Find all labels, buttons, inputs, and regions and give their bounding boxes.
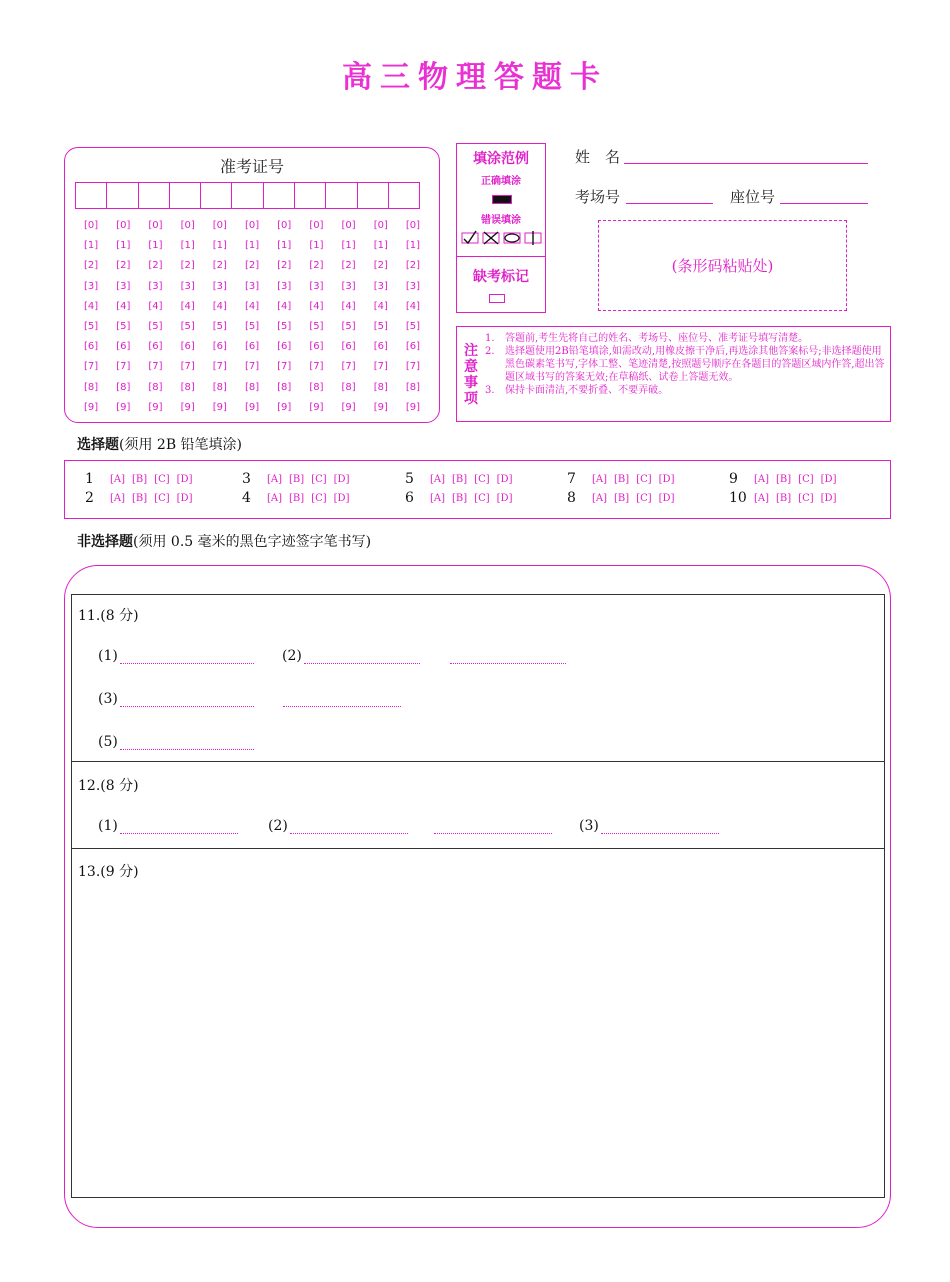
- choice-option-bubble[interactable]: [B]: [452, 473, 468, 485]
- choice-question: [85, 471, 192, 487]
- digit-bubble[interactable]: [7]: [244, 361, 260, 373]
- digit-bubble[interactable]: [8]: [148, 381, 163, 393]
- digit-bubble[interactable]: [3]: [116, 280, 131, 292]
- exam-room-field[interactable]: [626, 203, 713, 204]
- admission-digit-column: [172, 216, 204, 418]
- digit-bubble[interactable]: [0]: [405, 220, 421, 231]
- choice-option-bubble[interactable]: [D]: [176, 473, 193, 485]
- choice-option-bubble[interactable]: [A]: [754, 473, 770, 485]
- digit-bubble[interactable]: [5]: [180, 320, 195, 332]
- digit-bubble[interactable]: [8]: [116, 381, 131, 393]
- digit-bubble[interactable]: [0]: [341, 220, 356, 231]
- digit-bubble[interactable]: [1]: [405, 240, 421, 252]
- answer-area: [71, 594, 885, 1198]
- admission-digit-column: [75, 216, 107, 418]
- admission-number-bubbles: [75, 216, 429, 418]
- admission-digit-box[interactable]: [325, 182, 357, 209]
- digit-bubble[interactable]: [0]: [212, 220, 227, 231]
- digit-bubble[interactable]: [5]: [148, 320, 163, 332]
- q12-blank-1-label: (1): [98, 818, 118, 834]
- choice-option-bubble[interactable]: [B]: [132, 492, 148, 504]
- digit-bubble[interactable]: [9]: [148, 401, 163, 413]
- note-text: 答题前,考生先将自己的姓名、考场号、座位号、准考证号填写清楚。: [505, 333, 809, 344]
- admission-digit-box[interactable]: [75, 182, 107, 209]
- digit-bubble[interactable]: [3]: [212, 280, 227, 292]
- q12-blank-3-label: (3): [579, 818, 599, 834]
- q11-blank-1[interactable]: [98, 648, 254, 664]
- admission-digit-box[interactable]: [388, 182, 420, 209]
- choice-option-bubble[interactable]: [D]: [496, 473, 513, 485]
- digit-bubble[interactable]: [6]: [84, 341, 99, 353]
- digit-bubble[interactable]: [1]: [244, 240, 260, 252]
- admission-digit-box[interactable]: [263, 182, 295, 209]
- digit-bubble[interactable]: [4]: [373, 300, 388, 312]
- digit-bubble[interactable]: [7]: [84, 361, 99, 373]
- choice-option-bubble[interactable]: [D]: [820, 492, 837, 504]
- digit-bubble[interactable]: [2]: [180, 260, 195, 272]
- choice-option-bubble[interactable]: [A]: [110, 492, 126, 504]
- q13-answer-space[interactable]: [72, 885, 884, 1195]
- digit-bubble[interactable]: [5]: [277, 320, 292, 332]
- digit-bubble[interactable]: [0]: [244, 220, 260, 231]
- choice-option-bubble[interactable]: [D]: [333, 473, 350, 485]
- digit-bubble[interactable]: [8]: [405, 381, 421, 393]
- q11-blank-3-label: (3): [98, 691, 118, 707]
- choice-question-number: 4: [242, 490, 251, 506]
- admission-digit-box[interactable]: [231, 182, 263, 209]
- multiple-choice-box: [64, 460, 891, 519]
- note-text: 保持卡面清洁,不要折叠、不要弄破。: [505, 385, 669, 396]
- digit-bubble[interactable]: [9]: [341, 401, 356, 413]
- choice-option-bubble[interactable]: [B]: [776, 473, 792, 485]
- digit-bubble[interactable]: [3]: [309, 280, 324, 292]
- digit-bubble[interactable]: [2]: [116, 260, 131, 272]
- choice-question: [405, 471, 512, 487]
- digit-bubble[interactable]: [6]: [212, 341, 227, 353]
- digit-bubble[interactable]: [3]: [84, 280, 99, 292]
- digit-bubble[interactable]: [2]: [244, 260, 260, 272]
- choice-question-number: 5: [405, 471, 414, 487]
- digit-bubble[interactable]: [4]: [277, 300, 292, 312]
- digit-bubble[interactable]: [1]: [277, 240, 292, 252]
- digit-bubble[interactable]: [4]: [341, 300, 356, 312]
- q11-blank-5-label: (5): [98, 734, 118, 750]
- admission-digit-column: [236, 216, 268, 418]
- choice-option-bubble[interactable]: [A]: [267, 492, 283, 504]
- choice-option-bubble[interactable]: [C]: [798, 492, 814, 504]
- choice-option-bubble[interactable]: [D]: [496, 492, 513, 504]
- q11-blank-2b[interactable]: [450, 663, 566, 664]
- choice-question-number: 9: [729, 471, 738, 487]
- admission-digit-box[interactable]: [138, 182, 170, 209]
- wrong-fill-label: 错误填涂: [481, 215, 521, 226]
- note-number: 1.: [485, 333, 495, 344]
- nonchoice-section-title: 非选择题: [77, 534, 133, 550]
- digit-bubble[interactable]: [7]: [373, 361, 388, 373]
- digit-bubble[interactable]: [4]: [244, 300, 260, 312]
- notes-box: [456, 326, 891, 422]
- digit-bubble[interactable]: [7]: [148, 361, 163, 373]
- digit-bubble[interactable]: [6]: [341, 341, 356, 353]
- choice-question-number: 7: [567, 471, 576, 487]
- question-11-title: 11.(8 分): [78, 608, 139, 624]
- digit-bubble[interactable]: [8]: [341, 381, 356, 393]
- digit-bubble[interactable]: [6]: [373, 341, 388, 353]
- digit-bubble[interactable]: [7]: [180, 361, 195, 373]
- digit-bubble[interactable]: [2]: [373, 260, 388, 272]
- choice-question: [405, 490, 512, 506]
- q12-blank-2[interactable]: [268, 818, 408, 834]
- digit-bubble[interactable]: [2]: [309, 260, 324, 272]
- choice-option-bubble[interactable]: [C]: [474, 473, 490, 485]
- q11-blank-5[interactable]: [98, 734, 254, 750]
- digit-bubble[interactable]: [1]: [373, 240, 388, 252]
- q11-blank-3[interactable]: [98, 691, 254, 707]
- digit-bubble[interactable]: [1]: [116, 240, 131, 252]
- digit-bubble[interactable]: [3]: [277, 280, 292, 292]
- digit-bubble[interactable]: [7]: [405, 361, 421, 373]
- name-label: 姓 名: [575, 148, 621, 166]
- choice-option-bubble[interactable]: [A]: [110, 473, 126, 485]
- digit-bubble[interactable]: [6]: [277, 341, 292, 353]
- digit-bubble[interactable]: [8]: [244, 381, 260, 393]
- barcode-area: [598, 220, 847, 311]
- nonchoice-section-header: [77, 531, 371, 551]
- digit-bubble[interactable]: [0]: [373, 220, 388, 231]
- digit-bubble[interactable]: [7]: [309, 361, 324, 373]
- digit-bubble[interactable]: [6]: [116, 341, 131, 353]
- notes-list: [485, 332, 887, 397]
- admission-number-title: 准考证号: [219, 157, 284, 176]
- admission-digit-box[interactable]: [357, 182, 389, 209]
- digit-bubble[interactable]: [1]: [84, 240, 99, 252]
- admission-digit-column: [397, 216, 429, 418]
- admission-digit-column: [139, 216, 171, 418]
- admission-digit-box[interactable]: [169, 182, 201, 209]
- admission-number-box: [64, 147, 440, 423]
- notes-label: 注意事项: [464, 343, 478, 407]
- choice-section-instruction: (须用 2B 铅笔填涂): [119, 437, 243, 453]
- choice-option-bubble[interactable]: [C]: [798, 473, 814, 485]
- note-item: [485, 332, 887, 345]
- digit-bubble[interactable]: [4]: [180, 300, 195, 312]
- admission-digit-column: [107, 216, 139, 418]
- choice-question: [242, 471, 349, 487]
- digit-bubble[interactable]: [9]: [405, 401, 421, 413]
- digit-bubble[interactable]: [8]: [212, 381, 227, 393]
- note-number: 3.: [485, 385, 495, 396]
- fill-example-title: 填涂范例: [473, 151, 529, 167]
- choice-option-bubble[interactable]: [C]: [636, 473, 652, 485]
- digit-bubble[interactable]: [4]: [309, 300, 324, 312]
- digit-bubble[interactable]: [9]: [244, 401, 260, 413]
- digit-bubble[interactable]: [9]: [373, 401, 388, 413]
- digit-bubble[interactable]: [7]: [212, 361, 227, 373]
- choice-option-bubble[interactable]: [A]: [592, 492, 608, 504]
- digit-bubble[interactable]: [9]: [116, 401, 131, 413]
- choice-option-bubble[interactable]: [D]: [820, 473, 837, 485]
- digit-bubble[interactable]: [9]: [277, 401, 292, 413]
- choice-question-number: 8: [567, 490, 576, 506]
- admission-digit-column: [300, 216, 332, 418]
- choice-option-bubble[interactable]: [B]: [776, 492, 792, 504]
- barcode-label: (条形码粘贴处): [671, 257, 774, 275]
- digit-bubble[interactable]: [0]: [148, 220, 163, 231]
- choice-option-bubble[interactable]: [C]: [311, 492, 327, 504]
- admission-digit-column: [204, 216, 236, 418]
- digit-bubble[interactable]: [5]: [116, 320, 131, 332]
- q11-blank-2[interactable]: [282, 648, 420, 664]
- choice-option-bubble[interactable]: [C]: [636, 492, 652, 504]
- wrong-fill-samples-icon: [461, 230, 543, 246]
- q12-blank-2-label: (2): [268, 818, 288, 834]
- digit-bubble[interactable]: [2]: [148, 260, 163, 272]
- absent-mark-label: 缺考标记: [473, 269, 529, 285]
- digit-bubble[interactable]: [4]: [148, 300, 163, 312]
- choice-question-number: 3: [242, 471, 251, 487]
- seat-number-label: 座位号: [730, 188, 776, 206]
- digit-bubble[interactable]: [2]: [405, 260, 421, 272]
- question-13-title: 13.(9 分): [78, 864, 139, 880]
- digit-bubble[interactable]: [0]: [180, 220, 195, 231]
- question-12-title: 12.(8 分): [78, 778, 139, 794]
- choice-option-bubble[interactable]: [A]: [430, 473, 446, 485]
- digit-bubble[interactable]: [3]: [405, 280, 421, 292]
- digit-bubble[interactable]: [2]: [277, 260, 292, 272]
- choice-question: [567, 490, 674, 506]
- choice-question: [567, 471, 674, 487]
- choice-option-bubble[interactable]: [A]: [267, 473, 283, 485]
- digit-bubble[interactable]: [6]: [148, 341, 163, 353]
- choice-option-bubble[interactable]: [B]: [614, 473, 630, 485]
- choice-option-bubble[interactable]: [A]: [430, 492, 446, 504]
- digit-bubble[interactable]: [8]: [373, 381, 388, 393]
- choice-option-bubble[interactable]: [C]: [474, 492, 490, 504]
- digit-bubble[interactable]: [8]: [180, 381, 195, 393]
- note-item: [485, 345, 887, 384]
- fill-example-divider: [457, 256, 545, 257]
- digit-bubble[interactable]: [7]: [116, 361, 131, 373]
- question-divider: [72, 848, 884, 849]
- choice-option-bubble[interactable]: [A]: [754, 492, 770, 504]
- choice-question: [242, 490, 349, 506]
- fill-example-box: [456, 143, 546, 313]
- choice-question-number: 10: [729, 490, 747, 506]
- digit-bubble[interactable]: [5]: [405, 320, 421, 332]
- absent-mark-bubble[interactable]: [489, 294, 505, 303]
- digit-bubble[interactable]: [1]: [212, 240, 227, 252]
- digit-bubble[interactable]: [3]: [373, 280, 388, 292]
- choice-option-bubble[interactable]: [B]: [614, 492, 630, 504]
- digit-bubble[interactable]: [0]: [309, 220, 324, 231]
- note-number: 2.: [485, 346, 495, 357]
- digit-bubble[interactable]: [4]: [84, 300, 99, 312]
- choice-question: [729, 471, 836, 487]
- choice-option-bubble[interactable]: [A]: [592, 473, 608, 485]
- seat-number-field[interactable]: [780, 203, 868, 204]
- correct-fill-sample: [492, 195, 512, 204]
- digit-bubble[interactable]: [9]: [309, 401, 324, 413]
- digit-bubble[interactable]: [1]: [148, 240, 163, 252]
- digit-bubble[interactable]: [4]: [116, 300, 131, 312]
- choice-option-bubble[interactable]: [C]: [154, 492, 170, 504]
- digit-bubble[interactable]: [9]: [212, 401, 227, 413]
- digit-bubble[interactable]: [1]: [309, 240, 324, 252]
- digit-bubble[interactable]: [8]: [277, 381, 292, 393]
- nonchoice-section-instruction: (须用 0.5 毫米的黑色字迹签字笔书写): [133, 534, 372, 550]
- choice-option-bubble[interactable]: [B]: [289, 492, 305, 504]
- choice-option-bubble[interactable]: [C]: [311, 473, 327, 485]
- choice-option-bubble[interactable]: [D]: [333, 492, 350, 504]
- choice-option-bubble[interactable]: [D]: [176, 492, 193, 504]
- correct-fill-label: 正确填涂: [481, 176, 521, 187]
- digit-bubble[interactable]: [6]: [180, 341, 195, 353]
- q11-blank-4[interactable]: [283, 706, 401, 707]
- digit-bubble[interactable]: [5]: [373, 320, 388, 332]
- digit-bubble[interactable]: [7]: [277, 361, 292, 373]
- q11-blank-2-label: (2): [282, 648, 302, 664]
- exam-room-label: 考场号: [575, 188, 621, 206]
- digit-bubble[interactable]: [6]: [244, 341, 260, 353]
- choice-option-bubble[interactable]: [C]: [154, 473, 170, 485]
- admission-number-write-boxes: [75, 182, 419, 209]
- note-text: 选择题使用2B铅笔填涂,如需改动,用橡皮擦干净后,再选涂其他答案标号;非选择题使用黑色碳素笔书写,字体工整、笔迹清楚,按照题号顺序在各题目的答题区域内作答,超出答题区域书写的答案无效;在草稿纸、试卷上答题无效。: [505, 346, 885, 383]
- admission-digit-box[interactable]: [200, 182, 232, 209]
- choice-question-number: 2: [85, 490, 94, 506]
- choice-option-bubble[interactable]: [B]: [132, 473, 148, 485]
- q11-blank-1-label: (1): [98, 648, 118, 664]
- choice-question: [729, 490, 836, 506]
- digit-bubble[interactable]: [2]: [84, 260, 99, 272]
- digit-bubble[interactable]: [3]: [244, 280, 260, 292]
- name-field[interactable]: [624, 163, 868, 164]
- digit-bubble[interactable]: [3]: [148, 280, 163, 292]
- digit-bubble[interactable]: [8]: [309, 381, 324, 393]
- digit-bubble[interactable]: [6]: [309, 341, 324, 353]
- choice-section-header: [77, 434, 242, 454]
- digit-bubble[interactable]: [2]: [212, 260, 227, 272]
- digit-bubble[interactable]: [5]: [84, 320, 99, 332]
- admission-digit-box[interactable]: [294, 182, 326, 209]
- choice-option-bubble[interactable]: [B]: [289, 473, 305, 485]
- digit-bubble[interactable]: [0]: [116, 220, 131, 231]
- digit-bubble[interactable]: [2]: [341, 260, 356, 272]
- choice-option-bubble[interactable]: [B]: [452, 492, 468, 504]
- choice-option-bubble[interactable]: [D]: [658, 492, 675, 504]
- digit-bubble[interactable]: [9]: [180, 401, 195, 413]
- digit-bubble[interactable]: [5]: [244, 320, 260, 332]
- question-divider: [72, 761, 884, 762]
- digit-bubble[interactable]: [3]: [341, 280, 356, 292]
- digit-bubble[interactable]: [0]: [84, 220, 99, 231]
- choice-question-number: 6: [405, 490, 414, 506]
- digit-bubble[interactable]: [4]: [405, 300, 421, 312]
- admission-digit-box[interactable]: [106, 182, 138, 209]
- choice-question: [85, 490, 192, 506]
- choice-section-title: 选择题: [77, 437, 119, 453]
- digit-bubble[interactable]: [8]: [84, 381, 99, 393]
- admission-digit-column: [268, 216, 300, 418]
- page-title: 高三物理答题卡: [342, 60, 608, 95]
- choice-option-bubble[interactable]: [D]: [658, 473, 675, 485]
- note-item: [485, 384, 887, 397]
- q12-blank-2b[interactable]: [434, 833, 552, 834]
- admission-digit-column: [333, 216, 365, 418]
- digit-bubble[interactable]: [3]: [180, 280, 195, 292]
- digit-bubble[interactable]: [7]: [341, 361, 356, 373]
- digit-bubble[interactable]: [5]: [212, 320, 227, 332]
- admission-digit-column: [365, 216, 397, 418]
- digit-bubble[interactable]: [5]: [309, 320, 324, 332]
- digit-bubble[interactable]: [9]: [84, 401, 99, 413]
- q12-blank-1[interactable]: [98, 818, 238, 834]
- choice-question-number: 1: [85, 471, 94, 487]
- digit-bubble[interactable]: [6]: [405, 341, 421, 353]
- digit-bubble[interactable]: [5]: [341, 320, 356, 332]
- digit-bubble[interactable]: [1]: [341, 240, 356, 252]
- digit-bubble[interactable]: [4]: [212, 300, 227, 312]
- digit-bubble[interactable]: [0]: [277, 220, 292, 231]
- q12-blank-3[interactable]: [579, 818, 719, 834]
- digit-bubble[interactable]: [1]: [180, 240, 195, 252]
